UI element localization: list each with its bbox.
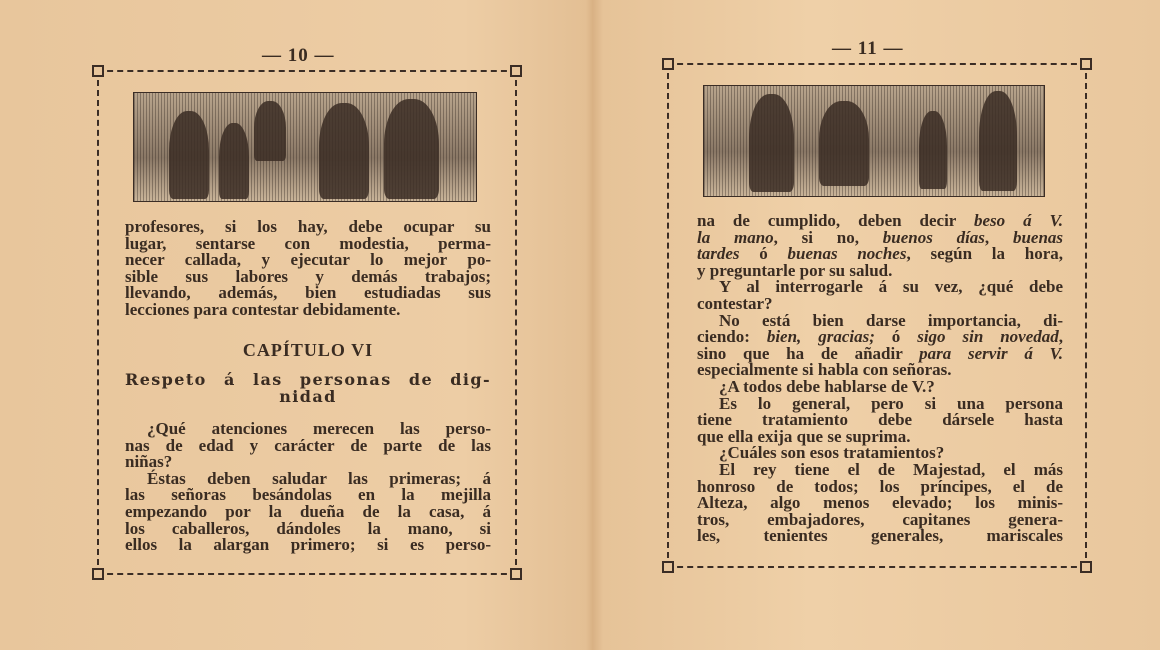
text-segment: llevando, además, bien estudiadas sus bbox=[125, 283, 491, 303]
italic-text: buenos días bbox=[882, 227, 985, 247]
text-segment: , si no, bbox=[773, 227, 883, 247]
chapter-subtitle bbox=[125, 371, 491, 405]
text-segment: ó bbox=[874, 327, 918, 347]
text-segment: ellos la alargan primero; si es perso- bbox=[125, 535, 491, 555]
body-text-top bbox=[125, 219, 491, 319]
text-segment: que ella exija que se suprima. bbox=[697, 426, 911, 446]
text-segment: nas de edad y carácter de parte de las bbox=[125, 435, 491, 455]
text-segment: profesores, si los hay, debe ocupar su bbox=[125, 217, 491, 236]
italic-text: buenas bbox=[1012, 227, 1064, 247]
text-segment: las señoras besándolas en la mejilla bbox=[125, 485, 491, 505]
text-segment: tiene tratamiento debe dársele hasta bbox=[697, 410, 1063, 430]
text-segment: contestar? bbox=[697, 293, 773, 313]
text-segment: lecciones para contestar debidamente. bbox=[125, 299, 401, 319]
text-line bbox=[125, 299, 491, 319]
text-line bbox=[125, 435, 491, 455]
italic-text: la mano bbox=[697, 227, 774, 247]
text-segment: na de cumplido, deben decir bbox=[697, 211, 975, 230]
text-segment: Es lo general, pero si una persona bbox=[719, 393, 1063, 413]
text-segment: especialmente si habla con señoras. bbox=[697, 360, 952, 380]
text-line bbox=[697, 528, 1063, 545]
text-segment: ¿A todos debe hablarse de V.? bbox=[719, 376, 935, 396]
italic-text: para servir á V. bbox=[919, 343, 1063, 363]
body-text-bottom bbox=[125, 421, 491, 554]
text-segment: sino que ha de añadir bbox=[697, 343, 920, 363]
text-segment: necer callada, y ejecutar lo mejor po- bbox=[125, 250, 491, 270]
body-text bbox=[697, 213, 1063, 545]
text-segment: honroso de todos; los príncipes, el de bbox=[697, 476, 1063, 496]
text-segment: , bbox=[1058, 327, 1063, 347]
text-segment: tros, embajadores, capitanes genera- bbox=[697, 509, 1063, 529]
italic-text: sigo sin novedad bbox=[917, 327, 1059, 347]
text-segment: niñas? bbox=[125, 452, 173, 472]
engraving-illustration bbox=[133, 92, 477, 202]
subtitle-line: Respeto á las personas de dig- bbox=[125, 370, 491, 389]
italic-text: buenas noches bbox=[787, 244, 907, 264]
italic-text: tardes bbox=[697, 244, 740, 264]
text-segment: los caballeros, dándoles la mano, si bbox=[125, 518, 491, 538]
italic-text: bien, gracias; bbox=[766, 327, 875, 347]
text-segment: Éstas deben saludar las primeras; á bbox=[147, 468, 491, 488]
text-line bbox=[125, 537, 491, 554]
text-segment: , según la hora, bbox=[906, 244, 1064, 264]
text-segment: Alteza, algo menos elevado; los minis- bbox=[697, 493, 1063, 513]
chapter-heading: CAPÍTULO VI bbox=[242, 340, 374, 360]
text-segment: ó bbox=[739, 244, 788, 264]
text-segment: y preguntarle por su salud. bbox=[697, 260, 893, 280]
text-segment: les, tenientes generales, mariscales bbox=[697, 526, 1063, 546]
text-segment: ¿Cuáles son esos tratamientos? bbox=[719, 443, 945, 463]
page-number: — 11 — bbox=[832, 38, 904, 59]
text-segment: El rey tiene el de Majestad, el más bbox=[719, 459, 1063, 479]
text-segment: lugar, sentarse con modestia, perma- bbox=[125, 233, 491, 253]
text-segment: sible sus labores y demás trabajos; bbox=[125, 266, 491, 286]
text-segment: ciendo: bbox=[697, 327, 767, 347]
text-segment: empezando por la dueña de la casa, á bbox=[125, 501, 491, 521]
italic-text: beso á V. bbox=[974, 211, 1064, 230]
text-segment: Y al interrogarle á su vez, ¿qué debe bbox=[719, 277, 1063, 297]
text-segment: , bbox=[984, 227, 1013, 247]
page-number: — 10 — bbox=[262, 45, 335, 66]
subtitle-line: nidad bbox=[279, 387, 337, 406]
engraving-illustration bbox=[703, 85, 1045, 197]
text-segment: ¿Qué atenciones merecen las perso- bbox=[147, 419, 491, 438]
text-segment: No está bien darse importancia, di- bbox=[719, 310, 1063, 330]
